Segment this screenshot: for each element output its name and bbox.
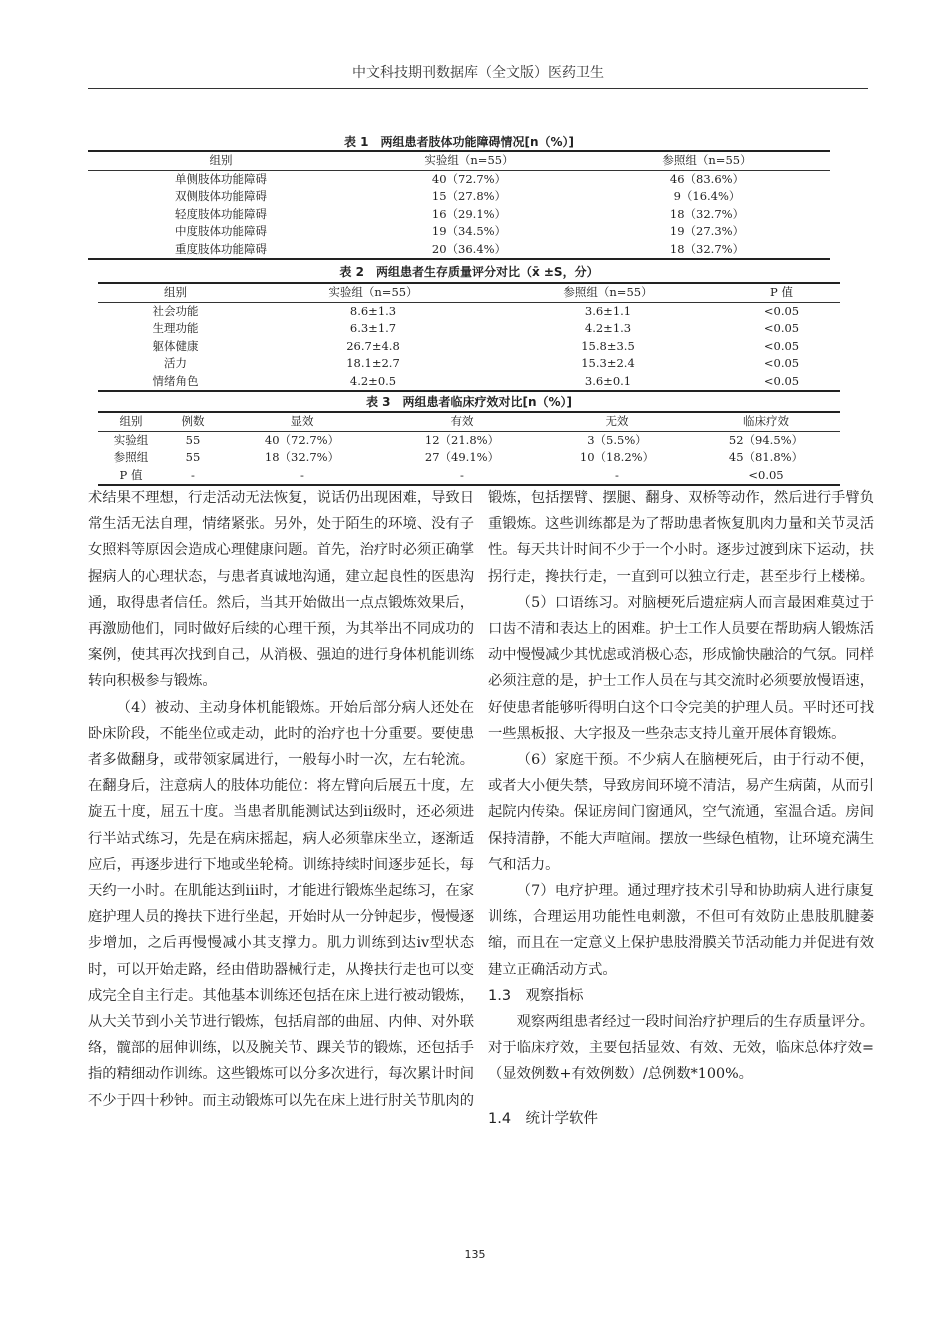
table2-header-cell: P 值 bbox=[723, 283, 840, 302]
right-paragraph-4: （7）电疗护理。通过理疗技术引导和协助病人进行康复训练，合理运用功能性电刺激，不但可有效防止患肢肌腱萎缩，而且在一定意义上保护患肢滑膜关节活动能力并促进有效建立正确活动方式。 bbox=[488, 883, 875, 978]
table3-cell: 52（94.5%） bbox=[728, 432, 804, 447]
table1-header-cell: 参照组（n=55） bbox=[584, 151, 830, 170]
table3-header-cell: 有效 bbox=[382, 412, 542, 431]
table2-cell: 18.1±2.7 bbox=[346, 356, 400, 371]
right-paragraph-3: （6）家庭干预。不少病人在脑梗死后，由于行动不便，或者大小便失禁，导致房间环境不清洁，易产生病菌，从而引起院内传染。保证房间门窗通风，空气流通，室温合适。房间保持清静，不能大声喧闹。摆放一些绿色植物，让环境充满生气和活力。 bbox=[488, 752, 875, 873]
table2-header-cell: 实验组（n=55） bbox=[253, 283, 493, 302]
table2-cell: 躯体健康 bbox=[152, 338, 199, 353]
table3-cell: 10（18.2%） bbox=[579, 450, 655, 465]
table1-header-cell: 组别 bbox=[88, 151, 354, 170]
table3-header-cell: 显效 bbox=[222, 412, 382, 431]
table1-row bbox=[88, 188, 830, 206]
table1-caption: 表 1 两组患者肢体功能障碍情况[n（%）] bbox=[343, 135, 575, 149]
right-paragraph-5: 观察两组患者经过一段时间治疗护理后的生存质量评分。对于临床疗效，主要包括显效、有效、无效，临床总体疗效=（显效例数+有效例数）/总例数*100%。 bbox=[488, 1014, 875, 1083]
table2-header-cell: 参照组（n=55） bbox=[493, 283, 723, 302]
left-column bbox=[88, 485, 474, 1114]
table3-cell: - bbox=[615, 467, 619, 482]
table1-cell: 46（83.6%） bbox=[669, 171, 745, 186]
table2-cell: <0.05 bbox=[763, 321, 800, 336]
table2-cell: 情绪角色 bbox=[152, 373, 199, 388]
table2-cell: 15.3±2.4 bbox=[581, 356, 635, 371]
section-heading-1-4: 1.4 统计学软件 bbox=[488, 1110, 599, 1127]
table1-cell: 40（72.7%） bbox=[431, 171, 507, 186]
table2-cell: 活力 bbox=[164, 356, 187, 371]
table1-cell: 中度肢体功能障碍 bbox=[175, 224, 267, 239]
table2-header-row bbox=[98, 283, 840, 302]
table3-header-cell: 临床疗效 bbox=[692, 412, 840, 431]
table2-cell: <0.05 bbox=[763, 356, 800, 371]
table1-cell: 15（27.8%） bbox=[431, 189, 507, 204]
left-paragraph-1: 术结果不理想，行走活动无法恢复，说话仍出现困难，导致日常生活无法自理，情绪紧张。另外，处于陌生的环境、没有子女照料等原因会造成心理健康问题。首先，治疗时必须正确掌握病人的心理状态，与患者真诚地沟通，建立起良性的医患沟通，取得患者信任。然后，当其开始做出一点点锻炼效果后，再激励他们，同时做好后续的心理干预，为其举出不同成功的案例，使其再次找到自己，从消极、强迫的进行身体机能训练转向积极参与锻炼。 bbox=[88, 490, 475, 690]
table2-cell: 社会功能 bbox=[152, 303, 199, 318]
table1-cell: 18（32.7%） bbox=[669, 241, 745, 256]
table3-caption: 表 3 两组患者临床疗效对比[n（%）] bbox=[365, 395, 573, 409]
table1 bbox=[88, 150, 830, 260]
table2 bbox=[98, 282, 840, 392]
table1-cell: 单侧肢体功能障碍 bbox=[175, 171, 267, 186]
table3-header-cell: 无效 bbox=[542, 412, 692, 431]
table1-cell: 16（29.1%） bbox=[431, 206, 507, 221]
table2-cell: 6.3±1.7 bbox=[349, 321, 397, 336]
table3-cell: - bbox=[460, 467, 464, 482]
table1-cell: 重度肢体功能障碍 bbox=[175, 241, 267, 256]
table2-cell: 3.6±1.1 bbox=[584, 303, 632, 318]
table2-cell: <0.05 bbox=[763, 303, 800, 318]
table1-row bbox=[88, 170, 830, 188]
table2-row bbox=[98, 302, 840, 320]
left-paragraph-2: （4）被动、主动身体机能锻炼。开始后部分病人还处在卧床阶段，不能坐位或走动，此时的治疗也十分重要。要使患者多做翻身，或带领家属进行，一般每小时一次，左右轮流。在翻身后，注意病人的肢体功能位：将左臂向后展五十度，左旋五十度，屈五十度。当患者肌能测试达到ⅱ级时，还必须进行半站式练习，先是在病床摇起，病人必须靠床坐立，逐渐适应后，再逐步进行下地或坐轮椅。训练持续时间逐步延长，每天约一小时。在肌能达到ⅲ时，才能进行锻炼坐起练习，在家庭护理人员的搀扶下进行坐起，开始时从一分钟起步，慢慢逐步增加，之后再慢慢减小其支撑力。肌力训练到达ⅳ型状态时，可以开始走路，经由借助器械行走，从搀扶行走也可以变成完全自主行走。其他基本训练还包括在床上进行被动锻炼，从大关节到小关节进行锻炼，包括肩部的曲屈、内伸、对外联络，髋部的屈伸训练，以及腕关节、踝关节的锻炼，还包括手指的精细动作训练。这些锻炼可以分多次进行，每次累计时间不少于四十秒钟。而主动锻炼可以先在床上进行肘关节肌肉的 bbox=[88, 699, 475, 1109]
table3-header-cell: 组别 bbox=[98, 412, 164, 431]
table1-cell: 18（32.7%） bbox=[669, 206, 745, 221]
right-column bbox=[488, 485, 874, 1132]
table2-cell: 生理功能 bbox=[152, 321, 199, 336]
table3-header-cell: 例数 bbox=[164, 412, 222, 431]
table2-header-cell: 组别 bbox=[98, 283, 253, 302]
table2-cell: 15.8±3.5 bbox=[581, 338, 635, 353]
table1-row bbox=[88, 206, 830, 224]
table3-cell: 参照组 bbox=[113, 450, 149, 465]
table3 bbox=[98, 411, 840, 486]
table2-caption: 表 2 两组患者生存质量评分对比（x̄ ±S，分） bbox=[339, 265, 599, 279]
table3-cell: 实验组 bbox=[113, 432, 149, 447]
table3-cell: 27（49.1%） bbox=[424, 450, 500, 465]
table1-cell: 轻度肢体功能障碍 bbox=[175, 206, 267, 221]
table3-row bbox=[98, 431, 840, 449]
table2-row bbox=[98, 373, 840, 392]
table1-cell: 19（27.3%） bbox=[669, 224, 745, 239]
table3-header-row bbox=[98, 412, 840, 431]
header-rule bbox=[88, 88, 868, 89]
table3-cell: 12（21.8%） bbox=[424, 432, 500, 447]
page-number: 135 bbox=[464, 1248, 486, 1261]
table3-cell: 40（72.7%） bbox=[264, 432, 340, 447]
table2-cell: <0.05 bbox=[763, 338, 800, 353]
table3-cell: - bbox=[300, 467, 304, 482]
table2-row bbox=[98, 355, 840, 373]
table2-cell: 4.2±1.3 bbox=[584, 321, 632, 336]
table3-cell: P 值 bbox=[119, 467, 143, 482]
table3-row bbox=[98, 449, 840, 467]
table3-cell: <0.05 bbox=[748, 467, 784, 482]
table2-cell: 4.2±0.5 bbox=[349, 373, 397, 388]
section-heading-1-3: 1.3 观察指标 bbox=[488, 987, 584, 1004]
table1-header-cell: 实验组（n=55） bbox=[354, 151, 584, 170]
table1-row bbox=[88, 241, 830, 260]
table3-cell: 55 bbox=[185, 432, 201, 447]
table3-cell: 45（81.8%） bbox=[728, 450, 804, 465]
table2-cell: 26.7±4.8 bbox=[346, 338, 400, 353]
right-paragraph-1: 锻炼，包括摆臂、摆腿、翻身、双桥等动作，然后进行手臂负重锻炼。这些训练都是为了帮助患者恢复肌肉力量和关节灵活性。每天共计时间不少于一个小时。逐步过渡到床下运动，扶拐行走，搀扶行走，一直到可以独立行走，甚至步行上楼梯。 bbox=[488, 490, 875, 585]
table3-cell: 3（5.5%） bbox=[587, 432, 647, 447]
table1-cell: 双侧肢体功能障碍 bbox=[175, 189, 267, 204]
table1-cell: 20（36.4%） bbox=[431, 241, 507, 256]
table1-header-row bbox=[88, 151, 830, 170]
table2-cell: 3.6±0.1 bbox=[584, 373, 632, 388]
table2-cell: 8.6±1.3 bbox=[349, 303, 397, 318]
table2-cell: <0.05 bbox=[763, 373, 800, 388]
table3-cell: - bbox=[191, 467, 195, 482]
table1-cell: 19（34.5%） bbox=[431, 224, 507, 239]
table3-row bbox=[98, 467, 840, 486]
table2-row bbox=[98, 320, 840, 338]
journal-header: 中文科技期刊数据库（全文版）医药卫生 bbox=[352, 65, 604, 81]
table3-cell: 55 bbox=[185, 450, 201, 465]
table3-cell: 18（32.7%） bbox=[264, 450, 340, 465]
right-paragraph-2: （5）口语练习。对脑梗死后遗症病人而言最困难莫过于口齿不清和表达上的困难。护士工作人员要在帮助病人锻炼活动中慢慢减少其忧虑或消极心态，形成愉快融洽的气氛。同样必须注意的是，护士工作人员在与其交流时必须要放慢语速，好使患者能够听得明白这个口令完美的护理人员。平时还可找一些黑板报、大字报及一些杂志支持儿童开展体育锻炼。 bbox=[488, 594, 875, 742]
table2-row bbox=[98, 338, 840, 356]
table1-row bbox=[88, 223, 830, 241]
table1-cell: 9（16.4%） bbox=[673, 189, 741, 204]
